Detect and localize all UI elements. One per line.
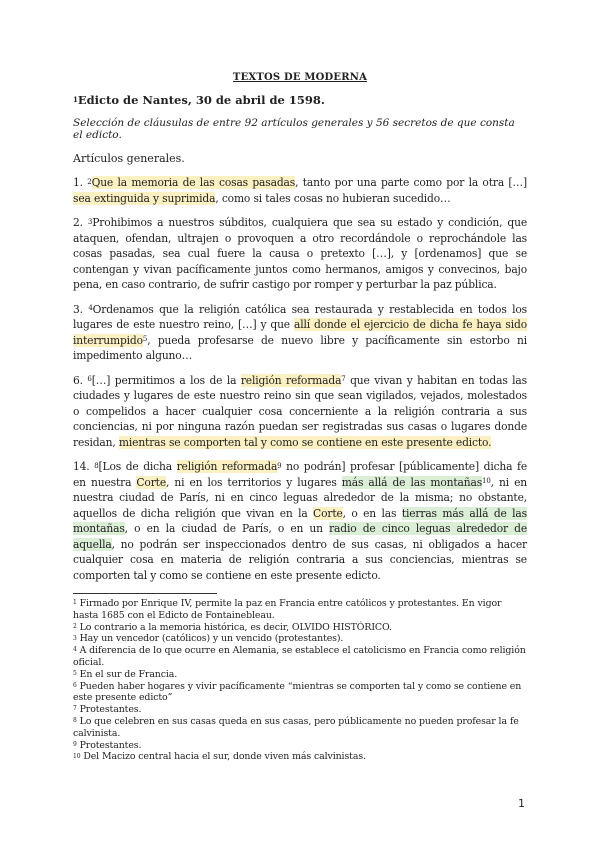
document-subtitle: Selección de cláusulas de entre 92 artículos generales y 56 secretos de que consta el edicto. — [73, 117, 515, 141]
page-number: 1 — [518, 797, 525, 810]
footnote: $^9$ Protestantes. — [73, 739, 142, 751]
footnote: $^8$ Lo que celebren en sus casas queda en sus casas, pero públicamente no pueden profesar la fe calvinista. — [73, 715, 519, 739]
highlight: más allá de las montañas — [341, 475, 483, 489]
footnote: $^{10}$ Del Macizo central hacia el sur, donde viven más calvinistas. — [73, 751, 366, 763]
footnote-ref: 9 — [277, 461, 282, 470]
footnote: $^7$ Protestantes. — [73, 704, 142, 716]
footnote: $^4$ A diferencia de lo que ocurre en Alemania, se establece el catolicismo en Francia como religión oficial. — [73, 645, 526, 668]
footnote-ref: 4 — [88, 304, 93, 313]
highlight: tierras más allá de las montañas — [73, 506, 527, 535]
footnote-ref: 7 — [341, 375, 346, 384]
footnote-ref: 10 — [482, 477, 491, 486]
footnote-ref: 8 — [94, 461, 99, 470]
document-body — [73, 72, 527, 583]
footnote-ref: 2 — [87, 177, 92, 186]
highlight: radio de cinco leguas alrededor de aquella — [73, 522, 527, 551]
article-6: 6. $^6$[…] permitimos a los de la religión reformada$^7$ que vivan y habitan en todas las ciudades y lugares de este nuestro reino sin que sean vigilados, vejados, molestados o compelidos a hacer cualquier cosa concerniente a la religión contraria a sus conciencias, ni por ninguna razón puedan ser registradas sus casas o lugares donde residan, mientras se comporten tal y como se contiene en este presente edicto. — [73, 373, 527, 449]
document-title: TEXTOS DE MODERNA — [232, 72, 368, 83]
footnote: $^2$ Lo contrario a la memoria histórica, es decir, OLVIDO HISTÓRICO. — [73, 621, 392, 633]
footnote-ref: 1 — [73, 94, 78, 104]
edict-title: $^1$Edicto de Nantes, 30 de abril de 1598. — [73, 93, 325, 107]
article-1: 1. $^2$Que la memoria de las cosas pasadas, tanto por una parte como por la otra […] sea extinguida y suprimida, como si tales cosas no hubieran sucedido… — [73, 176, 527, 205]
footnotes — [73, 598, 527, 763]
footnote-ref: 6 — [87, 375, 92, 384]
highlight: Corte — [136, 475, 166, 489]
highlight: mientras se comporten tal y como se contiene en este presente edicto. — [118, 435, 492, 449]
articles-heading: Artículos generales. — [73, 152, 185, 165]
footnote: $^3$ Hay un vencedor (católicos) y un vencido (protestantes). — [73, 633, 344, 645]
highlight: sea extinguida y suprimida — [73, 191, 216, 205]
footnote: $^1$ Firmado por Enrique IV, permite la paz en Francia entre católicos y protestantes. En vigor hasta 1685 con el Edicto de Fontainebleau. — [73, 598, 502, 621]
highlight: allí donde el ejercicio de dicha fe haya sido interrumpido — [73, 318, 528, 347]
highlight: religión reformada — [176, 460, 278, 473]
highlight: Corte — [313, 506, 343, 520]
highlight: religión reformada — [240, 373, 342, 387]
footnote: $^5$ En el sur de Francia. — [73, 668, 178, 680]
article-2: 2. $^3$Prohibimos a nuestros súbditos, cualquiera que sea su estado y condición, que ataquen, ofendan, ultrajen o provoquen a otro recordándole o reprochándole las cosas pasadas, sea cual fuere la causa o pretexto […], y [ordenamos] que se contengan y vivan pacíficamente juntos como hermanos, amigos y convecinos, bajo pena, en caso contrario, de sufrir castigo por romper y perturbar la paz pública. — [73, 216, 527, 291]
article-14: 14. $^8$[Los de dicha religión reformada$^9$ no podrán] profesar [públicamente] dicha fe en nuestra Corte, ni en los territorios y lugares más allá de las montañas$^{10}$, ni en nuestra ciudad de París, ni en cinco leguas alrededor de la misma; no obstante, aquellos de dicha religión que vivan en la Corte, o en las tierras más allá de las montañas, o en la ciudad de París, o en un radio de cinco leguas alrededor de aquella, no podrán ser inspeccionados dentro de sus casas, ni obligados a hacer cualquier cosa en materia de religión contraria a sus conciencias, mientras se comporten tal y como se contiene en este presente edicto. — [73, 460, 528, 582]
footnote: $^6$ Pueden haber hogares y vivir pacíficamente “mientras se comporten tal y como se contiene en este presente edicto” — [73, 680, 522, 704]
footnote-ref: 5 — [142, 335, 148, 344]
footnote-ref: 3 — [87, 217, 93, 226]
highlight: Que la memoria de las cosas pasadas — [91, 176, 296, 189]
footnote-separator — [73, 593, 217, 594]
article-3: 3. $^4$Ordenamos que la religión católica sea restaurada y restablecida en todos los lugares de este nuestro reino, […] y que allí donde el ejercicio de dicha fe haya sido interrumpido$^5$, pueda profesarse de nuevo libre y pacíficamente sin estorbo ni impedimento alguno… — [73, 302, 528, 362]
